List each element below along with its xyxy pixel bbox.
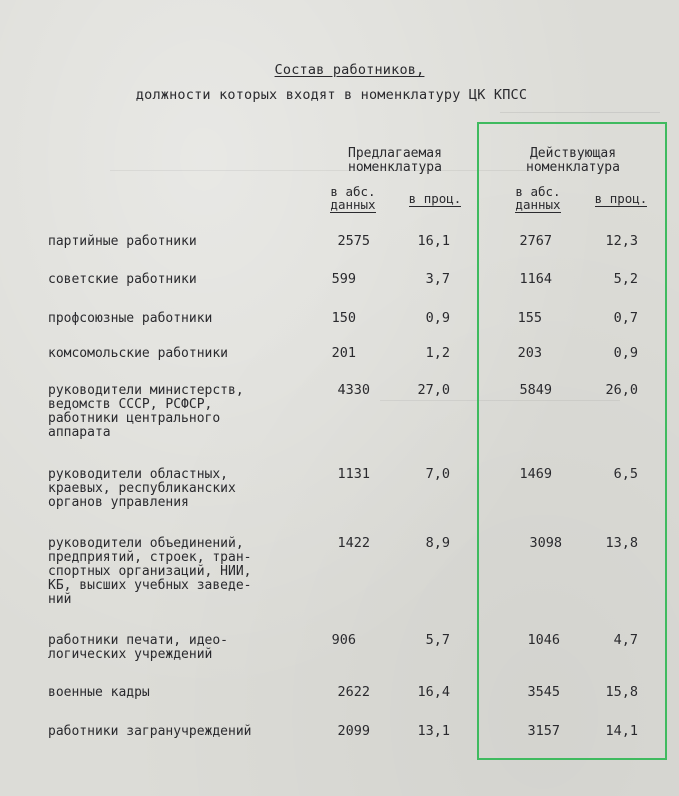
header-proposed xyxy=(320,147,470,175)
document-title: Состав работников, xyxy=(274,62,425,78)
row-label: советские работники xyxy=(48,272,197,287)
header-proposed-line2: номенклатура xyxy=(348,160,442,175)
proposed-abs-value: 1422 xyxy=(337,535,370,551)
header-current-line1: Действующая xyxy=(529,146,617,161)
header-current-pct: в проц. xyxy=(594,191,648,206)
row-label: руководители министерств, ведомств СССР, РСФСР, работники центрального аппарата xyxy=(48,383,244,440)
proposed-pct-value: 16,4 xyxy=(417,684,450,700)
proposed-abs-value: 1131 xyxy=(337,466,370,482)
row-label: партийные работники xyxy=(48,234,197,249)
current-pct-value: 4,7 xyxy=(613,632,638,648)
proposed-pct-value: 16,1 xyxy=(417,233,450,249)
current-pct-value: 6,5 xyxy=(613,466,638,482)
proposed-pct-value: 0,9 xyxy=(425,310,450,326)
header-proposed-abs: в абс. данных xyxy=(330,184,376,212)
document-subtitle: должности которых входят в номенклатуру ЦК КПСС xyxy=(135,87,528,103)
proposed-pct-value: 27,0 xyxy=(417,382,450,398)
current-pct-value: 0,7 xyxy=(613,310,638,326)
current-column-highlight-box xyxy=(477,122,667,760)
row-label: руководители областных, краевых, республиканских органов управления xyxy=(48,467,236,510)
row-label: профсоюзные работники xyxy=(48,311,213,326)
proposed-abs-value: 150 xyxy=(331,310,356,326)
current-abs-value: 1046 xyxy=(527,632,560,648)
proposed-pct-value: 8,9 xyxy=(425,535,450,551)
row-label: работники загранучреждений xyxy=(48,724,252,739)
current-abs-value: 3098 xyxy=(529,535,562,551)
current-abs-value: 3157 xyxy=(527,723,560,739)
header-proposed-pct: в проц. xyxy=(408,191,462,206)
current-abs-value: 155 xyxy=(517,310,542,326)
proposed-abs-value: 2622 xyxy=(337,684,370,700)
current-abs-value: 1469 xyxy=(519,466,552,482)
proposed-pct-value: 13,1 xyxy=(417,723,450,739)
current-abs-value: 5849 xyxy=(519,382,552,398)
current-abs-value: 2767 xyxy=(519,233,552,249)
current-pct-value: 0,9 xyxy=(613,345,638,361)
current-pct-value: 26,0 xyxy=(605,382,638,398)
row-label: комсомольские работники xyxy=(48,346,229,361)
row-label: военные кадры xyxy=(48,685,150,700)
current-pct-value: 13,8 xyxy=(605,535,638,551)
current-abs-value: 3545 xyxy=(527,684,560,700)
proposed-abs-value: 599 xyxy=(331,271,356,287)
current-abs-value: 1164 xyxy=(519,271,552,287)
proposed-pct-value: 1,2 xyxy=(425,345,450,361)
current-pct-value: 5,2 xyxy=(613,271,638,287)
proposed-abs-value: 201 xyxy=(331,345,356,361)
current-pct-value: 12,3 xyxy=(605,233,638,249)
current-pct-value: 14,1 xyxy=(605,723,638,739)
proposed-abs-value: 2575 xyxy=(337,233,370,249)
row-label: работники печати, идео- логических учреждений xyxy=(48,633,229,662)
current-pct-value: 15,8 xyxy=(605,684,638,700)
proposed-abs-value: 906 xyxy=(331,632,356,648)
header-current-abs: в абс. данных xyxy=(515,184,561,212)
proposed-abs-value: 4330 xyxy=(337,382,370,398)
current-abs-value: 203 xyxy=(517,345,542,361)
proposed-pct-value: 3,7 xyxy=(425,271,450,287)
header-proposed-line1: Предлагаемая xyxy=(348,146,442,161)
row-label: руководители объединений, предприятий, строек, тран- спортных организаций, НИИ, КБ, высших учебных заведе- ний xyxy=(48,536,252,607)
proposed-abs-value: 2099 xyxy=(337,723,370,739)
header-current-line2: номенклатура xyxy=(526,160,620,175)
proposed-pct-value: 5,7 xyxy=(425,632,450,648)
proposed-pct-value: 7,0 xyxy=(425,466,450,482)
